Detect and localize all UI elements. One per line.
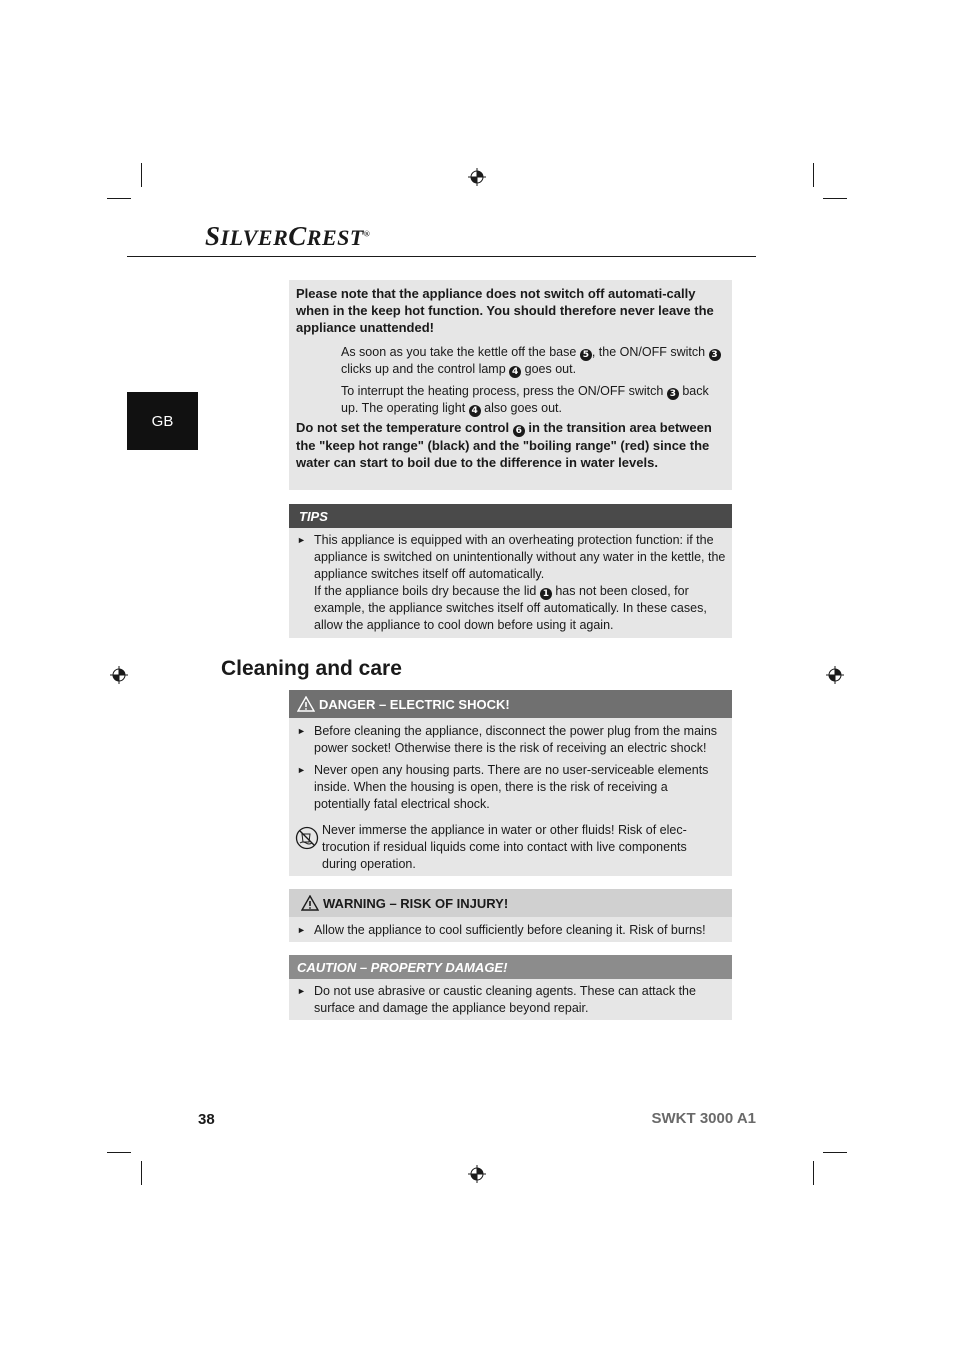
warning-triangle-icon (297, 696, 315, 712)
arrow-bullet-icon: ► (297, 535, 306, 545)
crop-mark (813, 1161, 814, 1185)
tips-box (289, 504, 732, 638)
list-item: ► Before cleaning the appliance, disconnect the power plug from the mains power socket! Otherwise there is the risk of receiving an electric shock! (297, 724, 718, 755)
crop-mark (823, 198, 847, 199)
warning-triangle-icon (301, 895, 319, 911)
arrow-bullet-icon: ► (297, 726, 306, 736)
arrow-bullet-icon: ► (297, 986, 306, 996)
immerse-warning: Never immerse the appliance in water or other fluids! Risk of elec-trocution if residual liquids come into contact with live components during operation. (289, 822, 732, 873)
language-tab: GB (127, 392, 198, 450)
brand-logo: SILVERCREST® (205, 221, 371, 251)
arrow-bullet-icon: ► (297, 765, 306, 775)
crop-mark (107, 198, 131, 199)
step-interrupt: To interrupt the heating process, press the ON/OFF switch 3 back up. The operating light 4 also goes out. (341, 384, 709, 416)
tips-header: TIPS (289, 504, 732, 528)
keep-hot-warning: Please note that the appliance does not switch off automati-cally when in the keep hot function. You should therefore never leave the appliance unattended! (296, 286, 714, 335)
list-item: ► This appliance is equipped with an overheating protection function: if the appliance is switched on unintentionally without any water in the kettle, the appliance switches itself off automatically. If the appliance boils dry because the lid 1 has not been closed, for example, the appliance switches itself off automatically. In these cases, allow the appliance to cool down before using it again. (297, 533, 726, 632)
crop-mark (107, 1152, 131, 1153)
registration-mark-icon (826, 666, 844, 684)
list-item: ► Do not use abrasive or caustic cleaning agents. These can attack the surface and damage the appliance beyond repair. (297, 984, 696, 1015)
list-item: ► Never open any housing parts. There are no user-serviceable elements inside. When the housing is open, there is the risk of receiving a potentially fatal electrical shock. (297, 763, 709, 811)
caution-header: CAUTION – PROPERTY DAMAGE! (289, 955, 732, 979)
crop-mark (823, 1152, 847, 1153)
model-number: SWKT 3000 A1 (651, 1110, 756, 1127)
danger-box (289, 690, 732, 876)
danger-header: DANGER – ELECTRIC SHOCK! (289, 690, 732, 718)
step-lift-kettle: As soon as you take the kettle off the base 5 , the ON/OFF switch 3 clicks up and the control lamp 4 goes out. (289, 344, 732, 378)
warning-header: WARNING – RISK OF INJURY! (289, 889, 732, 917)
registration-mark-icon (110, 666, 128, 684)
registration-mark-icon (468, 168, 486, 186)
crop-mark (141, 163, 142, 187)
temperature-warning: Do not set the temperature control 6 in the transition area between the "keep hot range" (black) and the "boiling range" (red) since the water can start to boil due to the difference in water levels. (296, 420, 712, 470)
caution-box (289, 955, 732, 1020)
section-title: Cleaning and care (221, 657, 402, 680)
registration-mark-icon (468, 1165, 486, 1183)
header-rule (127, 256, 756, 257)
warning-box (289, 889, 732, 942)
list-item: ► Allow the appliance to cool sufficiently before cleaning it. Risk of burns! (297, 923, 706, 937)
arrow-bullet-icon: ► (297, 925, 306, 935)
crop-mark (813, 163, 814, 187)
no-immersion-icon (295, 826, 319, 850)
page-number: 38 (198, 1111, 215, 1128)
crop-mark (141, 1161, 142, 1185)
note-box (289, 280, 732, 490)
